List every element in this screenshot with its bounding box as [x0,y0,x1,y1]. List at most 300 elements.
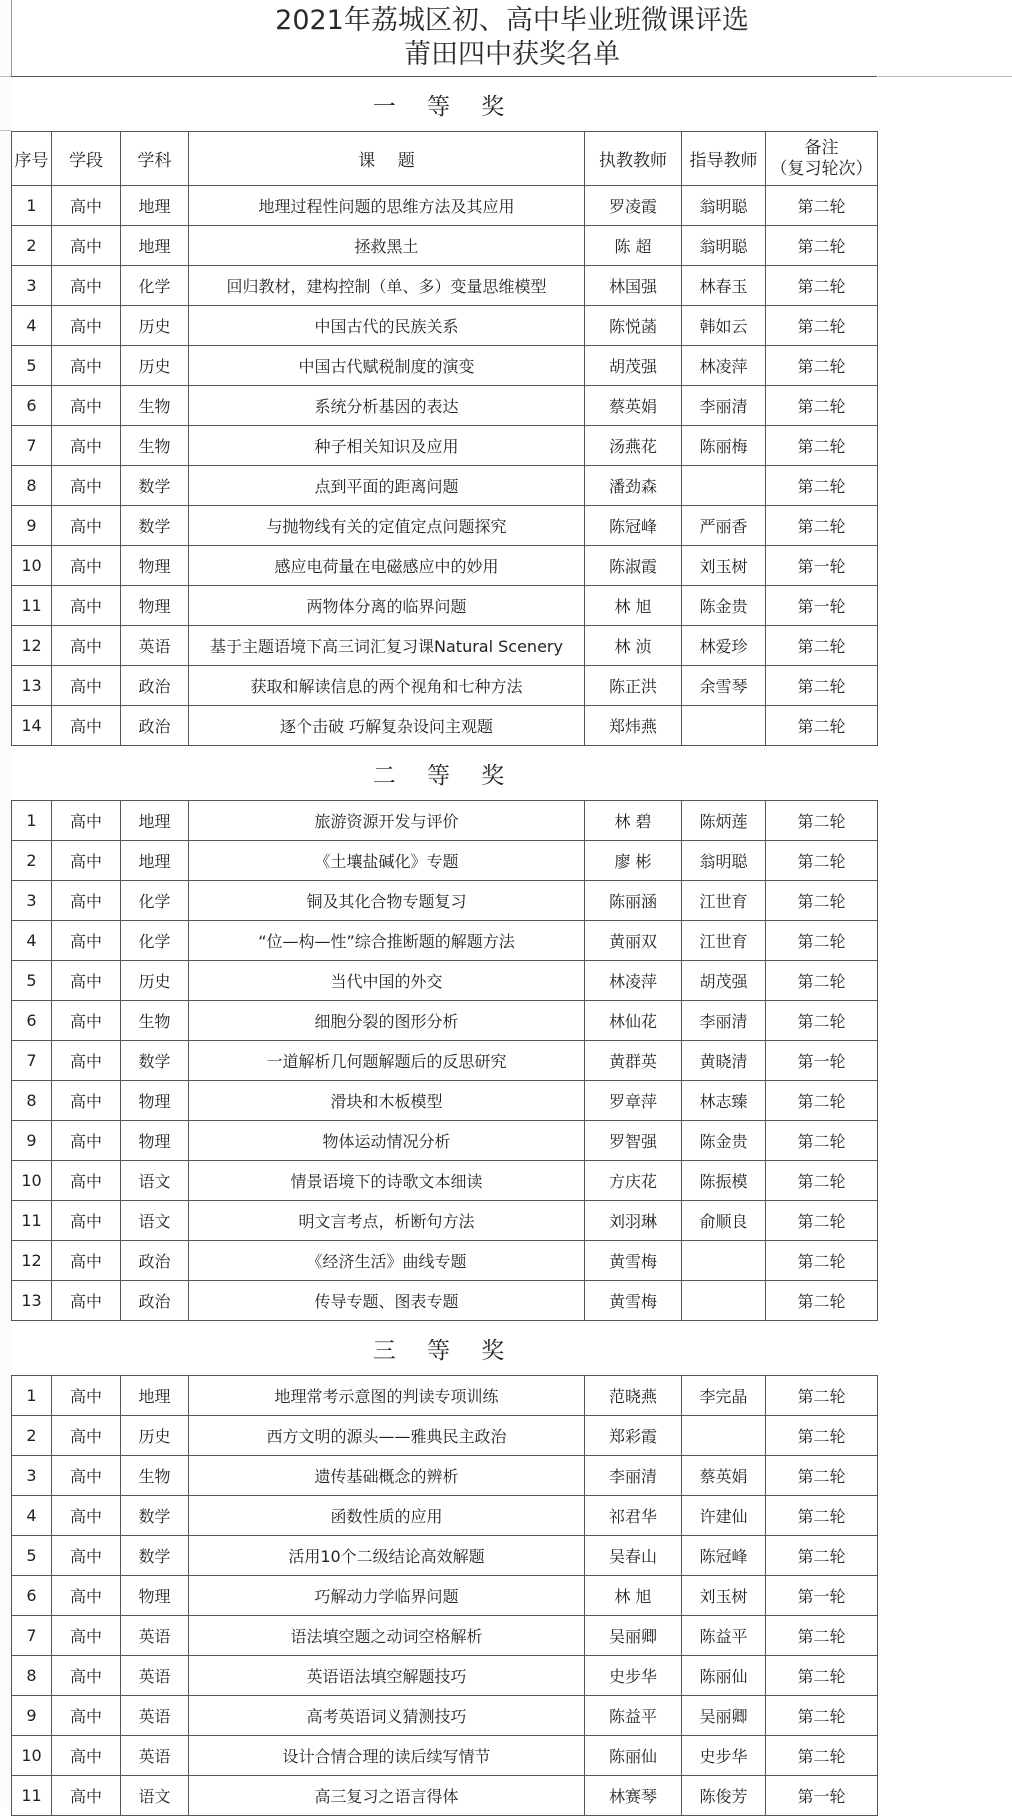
cell-teacher: 祁君华 [585,1496,682,1536]
table-row [12,546,878,586]
cell-topic: 语法填空题之动词空格解析 [189,1616,585,1656]
cell-subject: 物理 [121,586,189,626]
cell-no: 1 [12,186,52,226]
cell-subject: 地理 [121,226,189,266]
cell-teacher: 林 碧 [585,801,682,841]
cell-topic: 英语语法填空解题技巧 [189,1656,585,1696]
cell-no: 6 [12,1576,52,1616]
cell-remark: 第一轮 [766,1576,878,1616]
table-row [12,1776,878,1816]
cell-stage: 高中 [52,1161,121,1201]
cell-teacher: 郑炜燕 [585,706,682,746]
table-row [12,1456,878,1496]
cell-subject: 语文 [121,1776,189,1816]
cell-teacher: 林 旭 [585,586,682,626]
cell-teacher: 郑彩霞 [585,1416,682,1456]
cell-stage: 高中 [52,426,121,466]
cell-no: 3 [12,266,52,306]
cell-stage: 高中 [52,266,121,306]
cell-subject: 地理 [121,186,189,226]
table-row [12,586,878,626]
cell-stage: 高中 [52,1696,121,1736]
cell-remark: 第一轮 [766,1041,878,1081]
cell-mentor: 吴丽卿 [682,1696,766,1736]
col-header-remark-line2: （复习轮次） [770,158,873,179]
title-line-1: 2021年荔城区初、高中毕业班微课评选 [275,5,749,36]
cell-topic: 西方文明的源头——雅典民主政治 [189,1416,585,1456]
cell-topic: 高三复习之语言得体 [189,1776,585,1816]
cell-topic: 感应电荷量在电磁感应中的妙用 [189,546,585,586]
cell-subject: 地理 [121,801,189,841]
cell-no: 8 [12,466,52,506]
cell-stage: 高中 [52,346,121,386]
cell-mentor: 李丽清 [682,1001,766,1041]
table-row [12,1536,878,1576]
cell-stage: 高中 [52,706,121,746]
cell-mentor [682,1416,766,1456]
table-row [12,626,878,666]
cell-no: 12 [12,1241,52,1281]
cell-remark: 第二轮 [766,1001,878,1041]
cell-no: 11 [12,1201,52,1241]
cell-teacher: 廖 彬 [585,841,682,881]
cell-stage: 高中 [52,1001,121,1041]
cell-no: 7 [12,426,52,466]
cell-remark: 第二轮 [766,1281,878,1321]
cell-topic: 明文言考点，析断句方法 [189,1201,585,1241]
cell-remark: 第二轮 [766,226,878,266]
table-row [12,1576,878,1616]
award-section-row [12,1321,878,1376]
cell-teacher: 罗凌霞 [585,186,682,226]
cell-mentor: 陈振模 [682,1161,766,1201]
cell-remark: 第二轮 [766,1736,878,1776]
cell-remark: 第二轮 [766,1416,878,1456]
table-row [12,666,878,706]
cell-mentor: 翁明聪 [682,841,766,881]
table-row [12,1001,878,1041]
cell-subject: 英语 [121,1696,189,1736]
table-row [12,386,878,426]
cell-stage: 高中 [52,1121,121,1161]
cell-mentor: 林爱珍 [682,626,766,666]
cell-topic: 中国古代的民族关系 [189,306,585,346]
cell-mentor: 胡茂强 [682,961,766,1001]
cell-no: 8 [12,1081,52,1121]
cell-teacher: 林 旭 [585,1576,682,1616]
cell-stage: 高中 [52,1576,121,1616]
cell-teacher: 陈益平 [585,1696,682,1736]
cell-teacher: 林 浈 [585,626,682,666]
cell-no: 5 [12,961,52,1001]
cell-mentor [682,466,766,506]
table-row [12,1281,878,1321]
cell-stage: 高中 [52,801,121,841]
cell-remark: 第二轮 [766,1376,878,1416]
cell-topic: 当代中国的外交 [189,961,585,1001]
cell-subject: 化学 [121,881,189,921]
cell-topic: 回归教材，建构控制（单、多）变量思维模型 [189,266,585,306]
cell-mentor: 刘玉树 [682,1576,766,1616]
table-row [12,1121,878,1161]
cell-teacher: 罗智强 [585,1121,682,1161]
cell-teacher: 林国强 [585,266,682,306]
cell-topic: 与抛物线有关的定值定点问题探究 [189,506,585,546]
cell-topic: 铜及其化合物专题复习 [189,881,585,921]
cell-stage: 高中 [52,1656,121,1696]
cell-topic: 地理常考示意图的判读专项训练 [189,1376,585,1416]
cell-subject: 数学 [121,1536,189,1576]
cell-topic: “位—构—性”综合推断题的解题方法 [189,921,585,961]
cell-remark: 第二轮 [766,266,878,306]
cell-stage: 高中 [52,1776,121,1816]
cell-mentor: 俞顺良 [682,1201,766,1241]
cell-teacher: 林仙花 [585,1001,682,1041]
table-row [12,306,878,346]
awards-table-body [12,77,878,1816]
cell-remark: 第二轮 [766,666,878,706]
cell-no: 9 [12,1121,52,1161]
cell-subject: 生物 [121,426,189,466]
table-row [12,1616,878,1656]
cell-teacher: 史步华 [585,1656,682,1696]
cell-mentor: 陈冠峰 [682,1536,766,1576]
cell-mentor: 黄晓清 [682,1041,766,1081]
cell-mentor: 林志臻 [682,1081,766,1121]
cell-subject: 地理 [121,841,189,881]
cell-mentor [682,706,766,746]
cell-teacher: 黄雪梅 [585,1241,682,1281]
cell-subject: 英语 [121,626,189,666]
cell-no: 7 [12,1616,52,1656]
cell-mentor: 史步华 [682,1736,766,1776]
cell-teacher: 汤燕花 [585,426,682,466]
cell-subject: 数学 [121,1496,189,1536]
cell-subject: 数学 [121,466,189,506]
table-row [12,1081,878,1121]
cell-stage: 高中 [52,1496,121,1536]
cell-no: 12 [12,626,52,666]
cell-topic: 细胞分裂的图形分析 [189,1001,585,1041]
cell-stage: 高中 [52,386,121,426]
table-row [12,346,878,386]
cell-mentor: 余雪琴 [682,666,766,706]
cell-remark: 第二轮 [766,466,878,506]
cell-subject: 英语 [121,1656,189,1696]
cell-no: 2 [12,841,52,881]
cell-topic: 滑块和木板模型 [189,1081,585,1121]
cell-mentor [682,1241,766,1281]
cell-subject: 数学 [121,1041,189,1081]
cell-no: 2 [12,1416,52,1456]
cell-topic: 一道解析几何题解题后的反思研究 [189,1041,585,1081]
col-header-mentor: 指导教师 [682,132,766,186]
cell-remark: 第二轮 [766,1696,878,1736]
table-row [12,426,878,466]
cell-stage: 高中 [52,226,121,266]
cell-stage: 高中 [52,506,121,546]
cell-mentor: 刘玉树 [682,546,766,586]
awards-table [11,76,878,1816]
cell-remark: 第二轮 [766,921,878,961]
cell-stage: 高中 [52,1616,121,1656]
cell-mentor: 李完晶 [682,1376,766,1416]
cell-no: 10 [12,1161,52,1201]
cell-teacher: 林赛琴 [585,1776,682,1816]
cell-mentor: 陈俊芳 [682,1776,766,1816]
cell-teacher: 陈淑霞 [585,546,682,586]
cell-topic: 设计合情合理的读后续写情节 [189,1736,585,1776]
table-row [12,1416,878,1456]
cell-mentor: 陈丽梅 [682,426,766,466]
cell-teacher: 范晓燕 [585,1376,682,1416]
table-row [12,706,878,746]
table-row [12,466,878,506]
table-row [12,881,878,921]
cell-topic: 传导专题、图表专题 [189,1281,585,1321]
cell-mentor: 林春玉 [682,266,766,306]
cell-no: 1 [12,1376,52,1416]
cell-mentor: 翁明聪 [682,226,766,266]
cell-teacher: 黄雪梅 [585,1281,682,1321]
cell-remark: 第二轮 [766,626,878,666]
cell-no: 5 [12,1536,52,1576]
cell-remark: 第二轮 [766,506,878,546]
cell-stage: 高中 [52,961,121,1001]
cell-subject: 物理 [121,1576,189,1616]
cell-remark: 第二轮 [766,386,878,426]
col-header-no: 序号 [12,132,52,186]
cell-topic: 拯救黑土 [189,226,585,266]
cell-mentor: 江世育 [682,921,766,961]
cell-subject: 政治 [121,1241,189,1281]
cell-mentor: 韩如云 [682,306,766,346]
cell-topic: 高考英语词义猜测技巧 [189,1696,585,1736]
cell-no: 6 [12,1001,52,1041]
cell-no: 7 [12,1041,52,1081]
cell-remark: 第二轮 [766,1201,878,1241]
cell-stage: 高中 [52,1536,121,1576]
cell-topic: 逐个击破 巧解复杂设问主观题 [189,706,585,746]
cell-no: 6 [12,386,52,426]
cell-remark: 第二轮 [766,1241,878,1281]
cell-stage: 高中 [52,1376,121,1416]
cell-stage: 高中 [52,1081,121,1121]
table-row [12,1161,878,1201]
cell-remark: 第二轮 [766,1161,878,1201]
cell-remark: 第二轮 [766,1121,878,1161]
cell-remark: 第二轮 [766,1656,878,1696]
table-row [12,1696,878,1736]
cell-topic: 中国古代赋税制度的演变 [189,346,585,386]
cell-no: 14 [12,706,52,746]
cell-stage: 高中 [52,666,121,706]
cell-subject: 英语 [121,1736,189,1776]
cell-topic: 遗传基础概念的辨析 [189,1456,585,1496]
cell-subject: 化学 [121,266,189,306]
cell-stage: 高中 [52,921,121,961]
margin-tick [0,76,11,77]
cell-no: 2 [12,226,52,266]
table-row [12,1201,878,1241]
cell-subject: 生物 [121,1456,189,1496]
cell-topic: 物体运动情况分析 [189,1121,585,1161]
cell-remark: 第二轮 [766,1496,878,1536]
cell-stage: 高中 [52,1456,121,1496]
cell-teacher: 陈冠峰 [585,506,682,546]
cell-no: 3 [12,881,52,921]
award-section-title: 三 等 奖 [12,1321,878,1376]
cell-stage: 高中 [52,1416,121,1456]
cell-teacher: 陈 超 [585,226,682,266]
cell-mentor: 蔡英娟 [682,1456,766,1496]
table-row [12,1041,878,1081]
cell-teacher: 陈悦菡 [585,306,682,346]
col-header-subject: 学科 [121,132,189,186]
cell-teacher: 吴春山 [585,1536,682,1576]
table-row [12,186,878,226]
cell-remark: 第一轮 [766,586,878,626]
cell-teacher: 罗章萍 [585,1081,682,1121]
cell-remark: 第一轮 [766,1776,878,1816]
cell-stage: 高中 [52,881,121,921]
cell-no: 13 [12,1281,52,1321]
cell-remark: 第二轮 [766,306,878,346]
cell-stage: 高中 [52,626,121,666]
cell-teacher: 刘羽琳 [585,1201,682,1241]
cell-no: 1 [12,801,52,841]
cell-remark: 第二轮 [766,961,878,1001]
table-row [12,226,878,266]
table-row [12,921,878,961]
cell-no: 9 [12,1696,52,1736]
cell-mentor: 翁明聪 [682,186,766,226]
cell-stage: 高中 [52,186,121,226]
award-section-row [12,77,878,132]
cell-no: 10 [12,1736,52,1776]
col-header-stage: 学段 [52,132,121,186]
cell-topic: 种子相关知识及应用 [189,426,585,466]
cell-subject: 历史 [121,346,189,386]
cell-teacher: 吴丽卿 [585,1616,682,1656]
cell-no: 8 [12,1656,52,1696]
cell-remark: 第二轮 [766,1456,878,1496]
col-header-topic: 课 题 [189,132,585,186]
cell-teacher: 林凌萍 [585,961,682,1001]
cell-no: 11 [12,586,52,626]
cell-subject: 历史 [121,1416,189,1456]
cell-teacher: 潘劲森 [585,466,682,506]
cell-teacher: 陈正洪 [585,666,682,706]
cell-remark: 第二轮 [766,186,878,226]
cell-no: 3 [12,1456,52,1496]
cell-teacher: 黄群英 [585,1041,682,1081]
table-row [12,266,878,306]
cell-stage: 高中 [52,1281,121,1321]
cell-stage: 高中 [52,466,121,506]
cell-subject: 历史 [121,306,189,346]
cell-no: 5 [12,346,52,386]
col-header-teacher: 执教教师 [585,132,682,186]
cell-no: 4 [12,306,52,346]
cell-topic: 基于主题语境下高三词汇复习课Natural Scenery [189,626,585,666]
cell-topic: 获取和解读信息的两个视角和七种方法 [189,666,585,706]
cell-subject: 生物 [121,1001,189,1041]
cell-subject: 历史 [121,961,189,1001]
cell-mentor: 江世育 [682,881,766,921]
cell-mentor: 陈益平 [682,1616,766,1656]
table-row [12,1241,878,1281]
margin-tick [0,130,11,131]
cell-subject: 物理 [121,1121,189,1161]
cell-topic: 情景语境下的诗歌文本细读 [189,1161,585,1201]
table-row [12,1656,878,1696]
cell-topic: 旅游资源开发与评价 [189,801,585,841]
cell-topic: 《经济生活》曲线专题 [189,1241,585,1281]
column-header-row [12,132,878,186]
cell-mentor [682,1281,766,1321]
cell-stage: 高中 [52,1201,121,1241]
table-row [12,961,878,1001]
cell-subject: 英语 [121,1616,189,1656]
award-section-row [12,746,878,801]
cell-mentor: 李丽清 [682,386,766,426]
cell-mentor: 陈丽仙 [682,1656,766,1696]
cell-teacher: 陈丽仙 [585,1736,682,1776]
cell-teacher: 胡茂强 [585,346,682,386]
cell-stage: 高中 [52,1041,121,1081]
cell-no: 4 [12,921,52,961]
cell-remark: 第一轮 [766,546,878,586]
cell-mentor: 林凌萍 [682,346,766,386]
cell-subject: 数学 [121,506,189,546]
cell-remark: 第二轮 [766,426,878,466]
cell-mentor: 陈金贵 [682,1121,766,1161]
cell-topic: 巧解动力学临界问题 [189,1576,585,1616]
cell-mentor: 许建仙 [682,1496,766,1536]
cell-stage: 高中 [52,1241,121,1281]
cell-subject: 地理 [121,1376,189,1416]
cell-topic: 两物体分离的临界问题 [189,586,585,626]
cell-teacher: 黄丽双 [585,921,682,961]
cell-stage: 高中 [52,546,121,586]
cell-subject: 语文 [121,1161,189,1201]
table-row [12,506,878,546]
cell-no: 13 [12,666,52,706]
cell-no: 10 [12,546,52,586]
cell-remark: 第二轮 [766,1616,878,1656]
cell-no: 4 [12,1496,52,1536]
cell-remark: 第二轮 [766,346,878,386]
document-header [12,0,1012,77]
cell-topic: 《土壤盐碱化》专题 [189,841,585,881]
col-header-remark [766,132,878,186]
cell-subject: 化学 [121,921,189,961]
table-row [12,1496,878,1536]
cell-subject: 政治 [121,1281,189,1321]
cell-remark: 第二轮 [766,801,878,841]
cell-no: 11 [12,1776,52,1816]
col-header-remark-line1: 备注 [804,137,839,158]
cell-no: 9 [12,506,52,546]
cell-mentor: 陈炳莲 [682,801,766,841]
cell-remark: 第二轮 [766,706,878,746]
cell-topic: 函数性质的应用 [189,1496,585,1536]
award-section-title: 二 等 奖 [12,746,878,801]
cell-subject: 物理 [121,546,189,586]
cell-stage: 高中 [52,841,121,881]
cell-remark: 第二轮 [766,841,878,881]
